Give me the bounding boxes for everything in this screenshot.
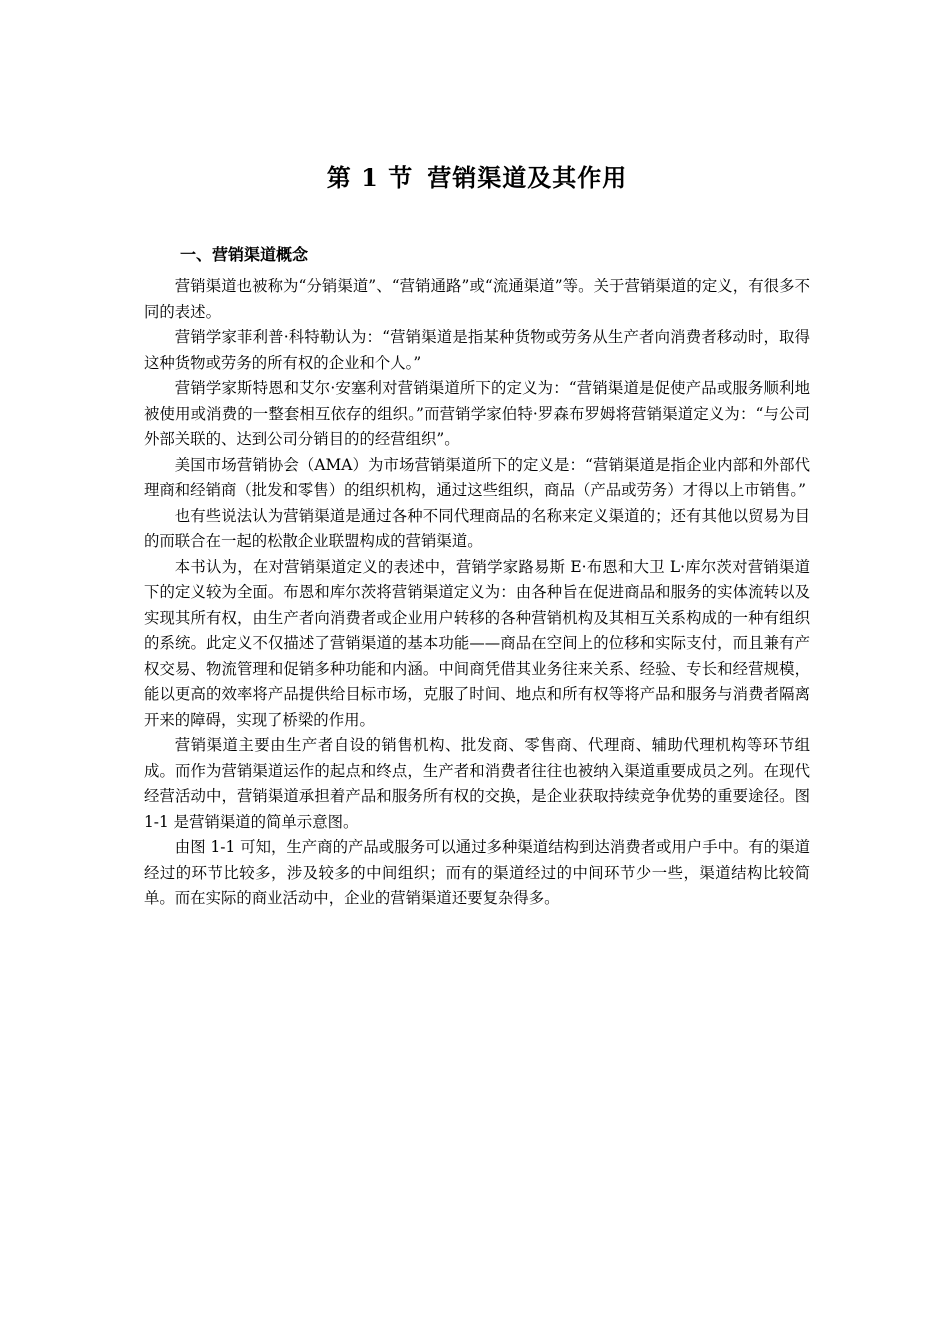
paragraph: 营销渠道也被称为“分销渠道”、“营销通路”或“流通渠道”等。关于营销渠道的定义，有很多不同的表述。	[144, 277, 810, 321]
paragraph: 本书认为，在对营销渠道定义的表述中，营销学家路易斯 E·布恩和大卫 L·库尔茨对营销渠道下的定义较为全面。布恩和库尔茨将营销渠道定义为：由各种旨在促进商品和服务的实体流转以及实现其所有权，由生产者向消费者或企业用户转移的各种营销机构及其相互关系构成的一种有组织的系统。此定义不仅描述了营销渠道的基本功能——商品在空间上的位移和实际支付，而且兼有产权交易、物流管理和促销多种功能和内涵。中间商凭借其业务往来关系、经验、专长和经营规模，能以更高的效率将产品提供给目标市场，克服了时间、地点和所有权等将产品和服务与消费者隔离开来的障碍，实现了桥梁的作用。	[144, 557, 810, 729]
paragraph: 营销学家菲利普·科特勒认为：“营销渠道是指某种货物或劳务从生产者向消费者移动时，取得这种货物或劳务的所有权的企业和个人。”	[144, 328, 810, 372]
document-page	[144, 160, 810, 912]
subheading-concept: 一、营销渠道概念	[180, 245, 309, 264]
paragraph: 美国市场营销协会（AMA）为市场营销渠道所下的定义是：“营销渠道是指企业内部和外部代理商和经销商（批发和零售）的组织机构，通过这些组织，商品（产品或劳务）才得以上市销售。”	[144, 455, 810, 499]
section-number: 第 1 节	[326, 163, 414, 192]
paragraph: 营销渠道主要由生产者自设的销售机构、批发商、零售商、代理商、辅助代理机构等环节组成。而作为营销渠道运作的起点和终点，生产者和消费者往往也被纳入渠道重要成员之列。在现代经营活动中，营销渠道承担着产品和服务所有权的交换，是企业获取持续竞争优势的重要途径。图 1-1 是营销渠道的简单示意图。	[144, 736, 810, 831]
section-title-text: 营销渠道及其作用	[427, 163, 628, 192]
paragraph: 也有些说法认为营销渠道是通过各种不同代理商品的名称来定义渠道的；还有其他以贸易为目的而联合在一起的松散企业联盟构成的营销渠道。	[144, 506, 810, 550]
section-title	[144, 160, 810, 196]
paragraph: 营销学家斯特恩和艾尔·安塞利对营销渠道所下的定义为：“营销渠道是促使产品或服务顺利地被使用或消费的一整套相互依存的组织。”而营销学家伯特·罗森布罗姆将营销渠道定义为：“与公司外部关联的、达到公司分销目的的经营组织”。	[144, 379, 810, 448]
paragraph: 由图 1-1 可知，生产商的产品或服务可以通过多种渠道结构到达消费者或用户手中。有的渠道经过的环节比较多，涉及较多的中间组织；而有的渠道经过的中间环节少一些，渠道结构比较简单。而在实际的商业活动中，企业的营销渠道还要复杂得多。	[144, 838, 810, 907]
